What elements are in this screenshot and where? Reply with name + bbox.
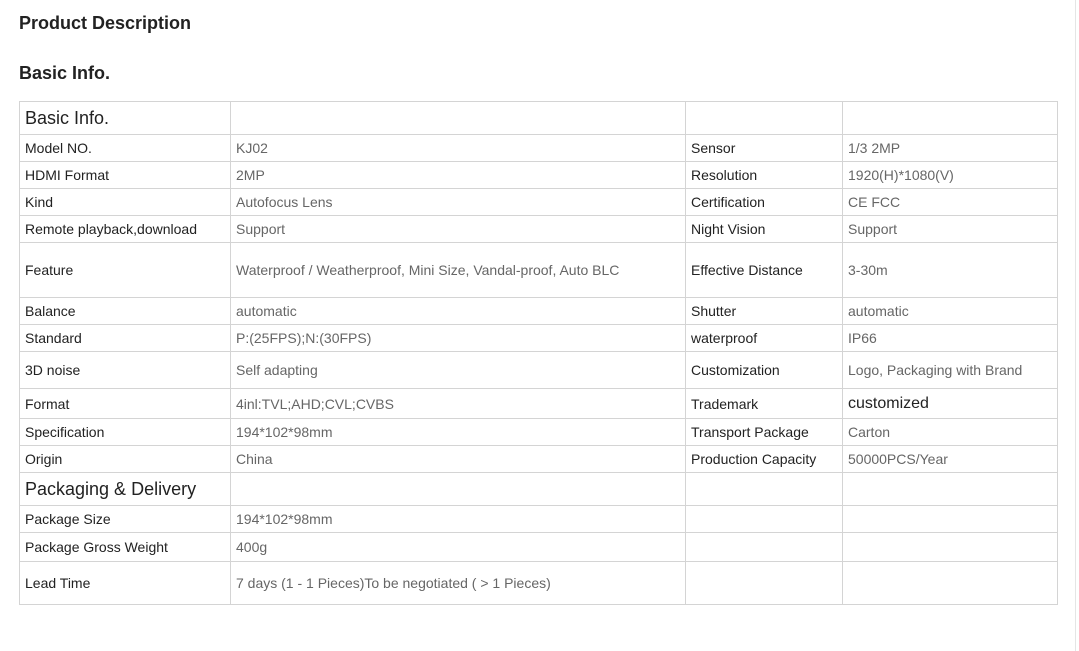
spec-label: Shutter	[686, 298, 843, 325]
spec-value: 194*102*98mm	[231, 419, 686, 446]
spec-label: Production Capacity	[686, 446, 843, 473]
spec-value: IP66	[843, 325, 1058, 352]
table-row	[20, 325, 1058, 352]
spec-value: 400g	[231, 533, 686, 562]
spec-label: Remote playback,download	[20, 216, 231, 243]
spec-label: Origin	[20, 446, 231, 473]
spec-value: Logo, Packaging with Brand	[843, 352, 1058, 389]
spec-value: automatic	[843, 298, 1058, 325]
table-row	[20, 562, 1058, 605]
spec-value: 194*102*98mm	[231, 506, 686, 533]
spec-label: Certification	[686, 189, 843, 216]
spec-value: 1920(H)*1080(V)	[843, 162, 1058, 189]
table-row	[20, 389, 1058, 419]
spec-value: China	[231, 446, 686, 473]
spec-value: Support	[231, 216, 686, 243]
spec-label: HDMI Format	[20, 162, 231, 189]
spec-label: waterproof	[686, 325, 843, 352]
spec-label: 3D noise	[20, 352, 231, 389]
spec-value: 3-30m	[843, 243, 1058, 298]
spec-value: automatic	[231, 298, 686, 325]
spec-label: Package Gross Weight	[20, 533, 231, 562]
table-row	[20, 506, 1058, 533]
scrollbar-edge	[1075, 0, 1076, 651]
spec-value: 1/3 2MP	[843, 135, 1058, 162]
spec-value: 2MP	[231, 162, 686, 189]
spec-value: Carton	[843, 419, 1058, 446]
spec-label: Lead Time	[20, 562, 231, 605]
section-title-packaging: Packaging & Delivery	[20, 473, 231, 506]
spec-value: Autofocus Lens	[231, 189, 686, 216]
spec-value: customized	[843, 389, 1058, 419]
spec-label: Effective Distance	[686, 243, 843, 298]
spec-value: Waterproof / Weatherproof, Mini Size, Vandal-proof, Auto BLC	[231, 243, 686, 298]
section-title-basic: Basic Info.	[20, 102, 231, 135]
page-title: Product Description	[19, 13, 192, 33]
table-row	[20, 162, 1058, 189]
spec-label: Trademark	[686, 389, 843, 419]
table-row	[20, 298, 1058, 325]
spec-value: 50000PCS/Year	[843, 446, 1058, 473]
spec-value: 4inl:TVL;AHD;CVL;CVBS	[231, 389, 686, 419]
section-row	[20, 102, 1058, 135]
spec-value: Self adapting	[231, 352, 686, 389]
table-row	[20, 352, 1058, 389]
table-row	[20, 243, 1058, 298]
table-row	[20, 419, 1058, 446]
spec-label: Specification	[20, 419, 231, 446]
spec-label: Kind	[20, 189, 231, 216]
section-heading: Basic Info.	[19, 63, 111, 83]
spec-label: Package Size	[20, 506, 231, 533]
spec-table	[19, 101, 1058, 605]
table-row	[20, 533, 1058, 562]
section-row	[20, 473, 1058, 506]
spec-label: Balance	[20, 298, 231, 325]
spec-label: Resolution	[686, 162, 843, 189]
spec-value: CE FCC	[843, 189, 1058, 216]
spec-label: Model NO.	[20, 135, 231, 162]
table-row	[20, 216, 1058, 243]
spec-label: Format	[20, 389, 231, 419]
spec-value: 7 days (1 - 1 Pieces)To be negotiated ( > 1 Pieces)	[231, 562, 686, 605]
spec-value: KJ02	[231, 135, 686, 162]
spec-label: Standard	[20, 325, 231, 352]
spec-label: Sensor	[686, 135, 843, 162]
spec-value: P:(25FPS);N:(30FPS)	[231, 325, 686, 352]
spec-value: Support	[843, 216, 1058, 243]
spec-label: Night Vision	[686, 216, 843, 243]
spec-label: Transport Package	[686, 419, 843, 446]
table-row	[20, 135, 1058, 162]
spec-label: Feature	[20, 243, 231, 298]
spec-label: Customization	[686, 352, 843, 389]
table-row	[20, 446, 1058, 473]
table-row	[20, 189, 1058, 216]
